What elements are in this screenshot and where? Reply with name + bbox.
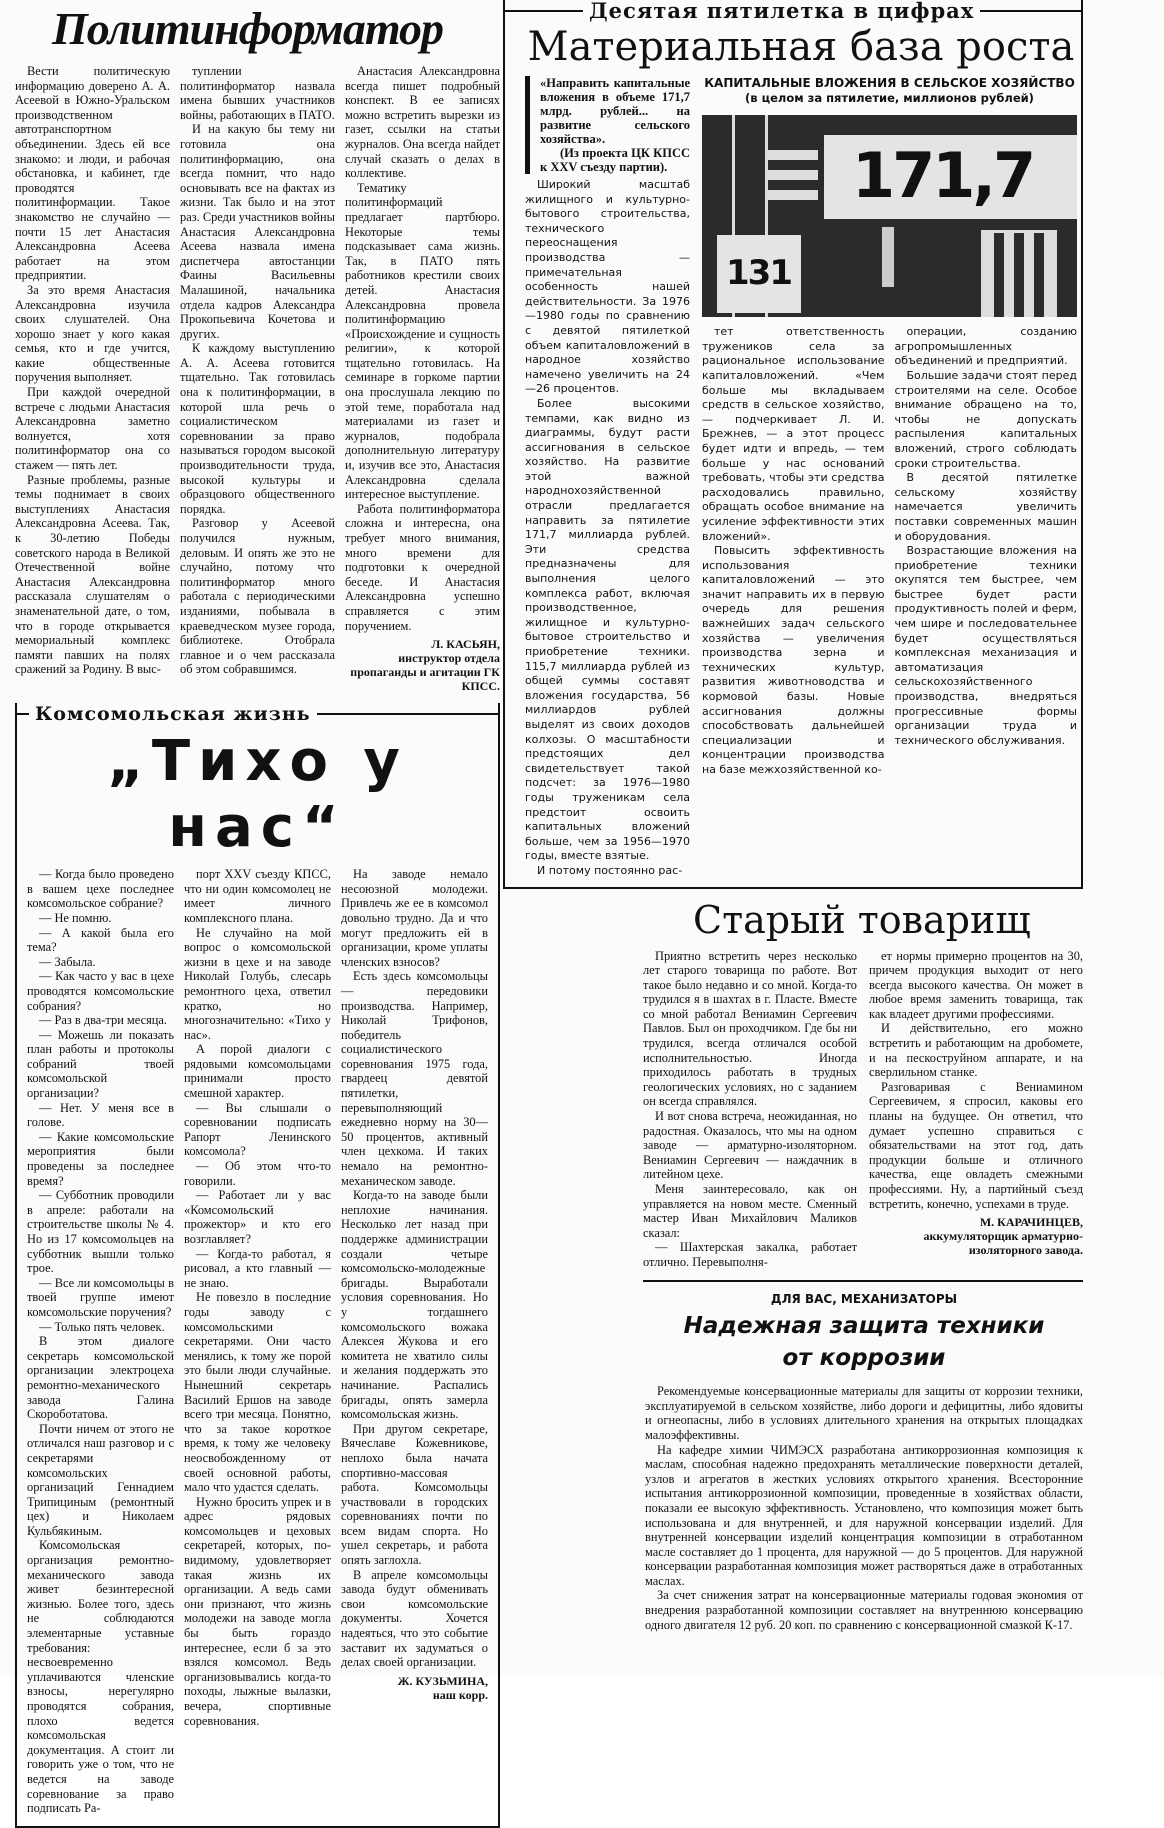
paragraph: Меня заинтересовало, как он управляется на новом месте. Сменный мастер Иван Михайлович Маликов сказал: bbox=[643, 1182, 857, 1240]
komsomol-rubric: Комсомольская жизнь bbox=[35, 703, 311, 726]
old-comrade-article bbox=[503, 895, 1083, 1292]
paragraph: — Все ли комсомольцы в твоей группе имеют комсомольские поручения? bbox=[27, 1275, 174, 1319]
paragraph: Комсомольская организация ремонтно-механического завода живет безинтересной жизнью. Более того, здесь не соблюдаются элементарные уставные требования: несвоевременно уплачиваются членские взносы, нерегулярно проводятся собрания, плохо ведется комсомольская документация. А стоит ли говорить уже о том, что не ведется на заводе соревнование за право подписать Ра- bbox=[27, 1538, 174, 1816]
paragraph: Когда-то на заводе были неплохие начинания. Несколько лет назад при поддержке администрации создали четыре комсомольско-молодежные бригады. Выработали условия соревнования. Но у тогдашнего комсомольского вожака Алексея Жукова и его комитета не хватило силы и желания поддержать это начинание. Распались бригады, опять замерла комсомольская жизнь. bbox=[341, 1188, 488, 1422]
paragraph: туплении политинформатор назвала имена бывших участников войны, работающих в ПАТО. bbox=[180, 64, 335, 122]
paragraph: При другом секретаре, Вячеславе Кожевникове, неплохо была начата спортивно-массовая работа. Комсомольцы участвовали в городских соревнованиях почти по всем видам спорта. Но ушел секретарь, и работа опять заглохла. bbox=[341, 1421, 488, 1568]
paragraph: операции, созданию агропромышленных объединений и предприятий. bbox=[894, 325, 1077, 368]
mechanizers-article bbox=[503, 1292, 1083, 1633]
chart-title: КАПИТАЛЬНЫЕ ВЛОЖЕНИЯ В СЕЛЬСКОЕ ХОЗЯЙСТВО bbox=[704, 76, 1075, 90]
politinformator-title: Политинформатор bbox=[52, 3, 444, 54]
paragraph: Разговаривая с Вениамином Сергеевичем, я спросил, каковы его планы на будущее. Он ответил, что думает успешно справиться с обязательствами на этот год, дать продукции больше и отличного качества, еще овладеть смежными профессиями. Ну, а партийный съезд встретить, конечно, успехами в труде. bbox=[869, 1079, 1083, 1211]
politinformator-author-role: инструктор отдела пропаганды и агитации ГК КПСС. bbox=[350, 651, 500, 694]
paragraph: Анастасия Александровна всегда пишет подробный конспект. В ее записях можно встретить вырезки из газет, ссылки на статьи журналов. Она всегда найдет случай сказать о делах в коллективе. bbox=[345, 64, 500, 181]
politinformator-col-3-text bbox=[345, 64, 500, 633]
section-divider bbox=[643, 1280, 1083, 1282]
politinformator-article bbox=[15, 0, 500, 693]
paragraph: Не повезло в последние годы заводу с комсомольскими секретарями. Они часто менялись, к тому же порой это были люди случайные. Нынешний секретарь Василий Ершов на заводе всего три месяца. Понятно, что за такое короткое время, к тому же человеку неосвобожденному от своей основной работы, мало что удастся сделать. bbox=[184, 1290, 331, 1495]
paragraph: Более высокими темпами, как видно из диаграммы, будут расти ассигнования в сельское хозяйство. На развитие этой важной народнохозяйственной отрасли предлагается направить за пятилетие 171,7 миллиарда рублей. Эти средства предназначены для выполнения целого комплекса работ, включая производственное, жилищное и культурно-бытовое строительство и приобретение техники. 115,7 миллиарда рублей из общей суммы составят вложения государства, 56 миллиардов рублей выделят из своих доходов колхозы. О масштабности предстоящих дел свидетельствует такой подсчет: за 1976—1980 годы труженикам села предстоит освоить капитальных вложений больше, чем за 1956—1970 годы, вместе взятые. bbox=[525, 396, 690, 863]
material-base-article bbox=[503, 0, 1083, 889]
paragraph: Есть здесь комсомольцы — передовики производства. Например, Николай Трифонов, победитель социалистического соревнования 1975 года, гвардеец девятой пятилетки, перевыполняющий ежедневно норму на 30—50 процентов, активный член цехкома. И таких немало на ремонтно-механическом заводе. bbox=[341, 969, 488, 1188]
komsomol-col-1 bbox=[27, 867, 174, 1816]
paragraph: В десятой пятилетке сельскому хозяйству намечается увеличить поставки современных машин и оборудования. bbox=[894, 471, 1077, 543]
paragraph: Вести политическую информацию доверено А. А. Асеевой в Южно-Уральском производственном автотранспортном объединении. Здесь ей все знакомо: и люди, и рабочая обстановка, и кабинет, где проводятся политинформации. Такое знакомство не случайно — почти 15 лет Анастасия Александровна Асеева работает на этом предприятии. bbox=[15, 64, 170, 283]
old-comrade-col-2-text bbox=[869, 949, 1083, 1212]
paragraph: — Только пять человек. bbox=[39, 1319, 165, 1334]
politinformator-author: Л. КАСЬЯН, bbox=[431, 637, 500, 652]
komsomol-col-3 bbox=[341, 867, 488, 1702]
material-base-col-1 bbox=[525, 178, 690, 879]
paragraph: И на какую бы тему ни готовила она политинформацию, она всегда помнит, что надо основывать все на фактах из жизни. Так было и на этот раз. Среди участников войны Анастасия Александровна Асеева назвала имена диспетчера автостанции Фаины Васильевны Малашиной, начальника отдела кадров Александра Прокопьевича Кочетова и других. bbox=[180, 122, 335, 341]
politinformator-col-3 bbox=[345, 64, 500, 693]
material-base-col-3 bbox=[895, 325, 1078, 748]
paragraph: В этом диалоге секретарь комсомольской организации электроцеха ремонтно-механического завода Галина Скороботатова. bbox=[27, 1334, 174, 1422]
paragraph: — Нет. У меня все в голове. bbox=[27, 1100, 174, 1130]
paragraph: И действительно, его можно встретить и работающим на дробомете, и на пескоструйном аппарате, и на сверлильном станке. bbox=[869, 1021, 1083, 1080]
mechanizers-title-line-2: от коррозии bbox=[782, 1345, 946, 1372]
paragraph: — Работает ли у вас «Комсомольский прожектор» и кто его возглавляет? bbox=[184, 1188, 331, 1246]
paragraph: За счет снижения затрат на консервационные материалы годовая экономия от внедрения разработанной композиции составляет на внутреннюю консервацию одного двигателя 12 руб. 20 коп. по сравнению с консервационной смазкой К-17. bbox=[645, 1588, 1083, 1632]
paragraph: Приятно встретить через несколько лет старого товарища по работе. Вот такое было недавно и со мной. Когда-то трудился я в шахтах в г. Пласте. Вместе со мной работал Вениамин Сергеевич Павлов. Был он проходчиком. Где бы ни трудился, всегда отличался особой исполнительностью. Иногда приходилось работать в трудных геологических условиях, но с заданием он всегда справлялся. bbox=[643, 948, 857, 1109]
paragraph: Почти ничем от этого не отличался наш разговор и с секретарями комсомольских организаций Геннадием Трипициным (ремонтный цех) и Николаем Кульбякиным. bbox=[27, 1421, 174, 1538]
paragraph: В апреле комсомольцы завода будут обменивать свои комсомольские документы. Хочется надеяться, что это событие заставит их задуматься о делах своей организации. bbox=[341, 1567, 488, 1670]
politinformator-col-2 bbox=[180, 64, 335, 677]
material-base-col-2 bbox=[702, 325, 885, 777]
paragraph: — А какой была его тема? bbox=[27, 925, 174, 955]
paragraph: При каждой очередной встрече с людьми Анастасия Александровна заметно волнуется, хотя политинформатор она со стажем — пять лет. bbox=[15, 385, 170, 473]
paragraph: — Какие комсомольские мероприятия были проведены за последнее время? bbox=[27, 1129, 174, 1188]
komsomol-col-2 bbox=[184, 867, 331, 1728]
paragraph: — Можешь ли показать план работы и протоколы собраний твоей комсомольской организации? bbox=[27, 1027, 174, 1101]
politinformator-col-1 bbox=[15, 64, 170, 677]
paragraph: На кафедре химии ЧИМЭСХ разработана антикоррозионная композиция к маслам, способная надежно предохранять металлические поверхности деталей, узлов и агрегатов в жестких условиях открытого хранения. Всесторонние испытания антикоррозионной композиции, проведенные в хозяйствах области, показали ее высокую эффективность. Установлено, что композиция может быть использована и для внутренней, и для наружной консервации изделий. Для внутренней консервации изделий концентрация композиции в отработанном масле составляет до 1 процента, для наружной — до 5 процентов. Для наружной консервации разработанная композиция может растворяться даже в отработанных маслах. bbox=[645, 1442, 1083, 1588]
paragraph: И потому постоянно рас- bbox=[537, 863, 683, 877]
paragraph: — Раз в два-три месяца. bbox=[39, 1013, 168, 1028]
old-comrade-author-role: аккумуляторщик арматурно-изоляторного завода. bbox=[923, 1229, 1083, 1258]
material-base-rubric: Десятая пятилетка в цифрах bbox=[589, 0, 975, 23]
paragraph: — Об этом что-то говорили. bbox=[184, 1159, 331, 1188]
material-base-title: Материальная база роста bbox=[527, 24, 1075, 70]
old-comrade-title: Старый товарищ bbox=[693, 897, 1031, 942]
chart-big-value: 171,7 bbox=[852, 139, 1034, 213]
paragraph: Тематику политинформаций предлагает партбюро. Некоторые темы подсказывает сама жизнь. Так, в ПАТО пять работников крестили своих детей. Анастасия Александровна провела политинформацию «Происхождение и сущность религии», к которой тщательно готовилась. На семинаре в горкоме партии она прослушала лекцию по этой теме, поработала над материалами из газет и журналов, подобрала дополнительную литературу и, изучив все это, Анастасия Александровна сделала интересное выступление. bbox=[345, 180, 500, 502]
old-comrade-author: М. КАРАЧИНЦЕВ, bbox=[979, 1215, 1083, 1230]
paragraph: И вот снова встреча, неожиданная, но радостная. Оказалось, что мы на одном заводе — арматурно-изоляторном. Вениамин Сергеевич — наждачник в литейном цехе. bbox=[643, 1109, 857, 1182]
paragraph: — Шахтерская закалка, работает отлично. Перевыполня- bbox=[643, 1240, 857, 1269]
mechanizers-rubric: ДЛЯ ВАС, МЕХАНИЗАТОРЫ bbox=[770, 1291, 958, 1306]
komsomol-col-3-text bbox=[341, 867, 488, 1670]
paragraph: тет ответственность тружеников села за рациональное использование капиталовложений. «Чем больше мы вкладываем средств в сельское хозяйство, — подчеркивает Л. И. Брежнев, — а этот процесс будет идти и впредь, — тем больше у нас оснований требовать, чтобы эти средства расходовались правильно, обращать особое внимание на усиление эффективности этих вложений». bbox=[702, 325, 885, 543]
old-comrade-col-2 bbox=[869, 949, 1083, 1258]
komsomol-author-role: наш корр. bbox=[432, 1687, 488, 1702]
paragraph: За это время Анастасия Александровна изучила своих слушателей. Она хорошо знает у кого какая семья, кто и где учится, какие общественные поручения выполняет. bbox=[15, 282, 170, 385]
paragraph: Нужно бросить упрек и в адрес рядовых комсомольцев и цеховых секретарей, которых, по-видимому, удовлетворяет такая жизнь их организации. А ведь сами они признают, что жизнь молодежи на заводе могла бы быть гораздо интереснее, если б за это взялся комсомол. Ведь организовывались когда-то походы, лыжные вылазки, вечера, спортивные соревнования. bbox=[184, 1494, 331, 1728]
grain-elevator-icon bbox=[981, 230, 1057, 317]
paragraph: Широкий масштаб жилищного и культурно-бытового строительства, технического переоснащения производства — примечательная особенность нашей действительности. За 1976—1980 годы по сравнению с девятой пятилеткой объем капиталовложений в народное хозяйство намечено увеличить на 24—26 процентов. bbox=[525, 178, 690, 396]
paragraph: Разные проблемы, разные темы поднимает в своих выступлениях Анастасия Александровна Асеева. Так, к 30-летию Победы советского народа в Великой Отечественной войне Анастасия Александровна рассказала слушателям о знаменательной дате, о том, что в городе открывается мемориальный комплекс памяти павших на полях сражений за Родину. В выс- bbox=[15, 472, 170, 677]
paragraph: ет нормы примерно процентов на 30, причем продукция выходит от него всегда высокого качества. Он может в любое время заменить товарища, так как владеет другими профессиями. bbox=[869, 948, 1083, 1021]
paragraph: К каждому выступлению А. А. Асеева готовится тщательно. Так готовилась она к политинформации, в которой шла речь о социалистическом соревновании за право называться городом высокой производительности труда, высокой культуры и образцового общественного порядка. bbox=[180, 341, 335, 516]
mechanizers-text bbox=[645, 1384, 1083, 1632]
paragraph: порт XXV съезду КПСС, что ни один комсомолец не имеет личного комплексного плана. bbox=[184, 867, 331, 925]
paragraph: Большие задачи стоят перед строителями на селе. Особое внимание обращено на то, чтобы не допускать распыления капитальных вложений, строго соблюдать сроки строительства. bbox=[894, 368, 1077, 470]
chart-small-value: 131 bbox=[726, 253, 791, 294]
paragraph: Повысить эффективность использования капиталовложений — это значит направить их в первую очередь для решения важнейших задач сельского хозяйства — увеличения производства зерна и технических культур, развития животноводства и кормовой базы. Новые ассигнования должны способствовать дальнейшей специализации и концентрации производства на базе межхозяйственной ко- bbox=[702, 544, 885, 776]
paragraph: — Когда-то работал, я рисовал, а кто главный — не знаю. bbox=[184, 1246, 331, 1290]
paragraph: Работа политинформатора сложна и интересна, она требует много внимания, много времени для подготовки к очередной беседе. И Анастасия Александровна успешно справляется с этим поручением. bbox=[345, 501, 500, 633]
paragraph: — Не помню. bbox=[39, 910, 112, 925]
komsomol-article bbox=[15, 703, 500, 1828]
paragraph: — Когда было проведено в вашем цехе последнее комсомольское собрание? bbox=[27, 867, 174, 911]
tower-icon bbox=[882, 227, 894, 287]
chart-subtitle: (в целом за пятилетие, миллионов рублей) bbox=[745, 90, 1034, 105]
komsomol-title: „Тихо у нас“ bbox=[107, 729, 408, 861]
paragraph: — Как часто у вас в цехе проводятся комсомольские собрания? bbox=[27, 969, 174, 1013]
paragraph: Не случайно на мой вопрос о комсомольской жизни в цехе и на заводе Николай Голубь, слесарь ремонтного цеха, ответил кратко, но многозначительно: «Тихо у нас». bbox=[184, 925, 331, 1042]
paragraph: Возрастающие вложения на приобретение техники окупятся тем быстрее, чем быстрее будет расти продуктивность полей и ферм, чем шире и последовательнее будет осуществляться комплексная механизация и автоматизация сельскохозяйственного производства, внедряться прогрессивные формы организации труда и технического обслуживания. bbox=[894, 544, 1077, 747]
capital-investment-infographic bbox=[702, 115, 1077, 317]
paragraph: На заводе немало несоюзной молодежи. Привлечь же ее в комсомол довольно трудно. Да и что могут предложить ей в организации, кроме уплаты членских взносов? bbox=[341, 867, 488, 969]
paragraph: А порой диалоги с рядовыми комсомольцами принимали просто смешной характер. bbox=[184, 1042, 331, 1101]
paragraph: — Субботник проводили в апреле: работали на строительстве школы № 4. Но из 17 комсомольцев на субботник вышли только трое. bbox=[27, 1188, 174, 1276]
komsomol-author: Ж. КУЗЬМИНА, bbox=[397, 1673, 488, 1688]
old-comrade-col-1 bbox=[643, 949, 857, 1270]
paragraph: — Вы слышали о соревновании подписать Рапорт Ленинского комсомола? bbox=[184, 1100, 331, 1159]
paragraph: Разговор у Асеевой получился нужным, деловым. И опять же это не случайно, потому что политинформатор много работала с периодическими изданиями, побывала в краеведческом музее города, библиотеке. Отобрала главное и о чем рассказала об этом собравшимся. bbox=[180, 516, 335, 677]
mechanizers-title-line-1: Надежная защита техники bbox=[683, 1313, 1045, 1340]
paragraph: Рекомендуемые консервационные материалы для защиты от коррозии техники, эксплуатируемой в сельском хозяйстве, либо дороги и дефицитны, либо ядовиты и огнеопасны, либо в условиях длительного хранения на открытых площадках малоэффективны. bbox=[645, 1384, 1083, 1442]
paragraph: — Забыла. bbox=[39, 954, 96, 969]
material-base-quote-source: (Из проекта ЦК КПСС к XXV съезду партии). bbox=[540, 146, 690, 174]
material-base-quote: «Направить капитальные вложения в объеме 171,7 млрд. рублей... на развитие сельского хозяйства». bbox=[540, 76, 690, 146]
